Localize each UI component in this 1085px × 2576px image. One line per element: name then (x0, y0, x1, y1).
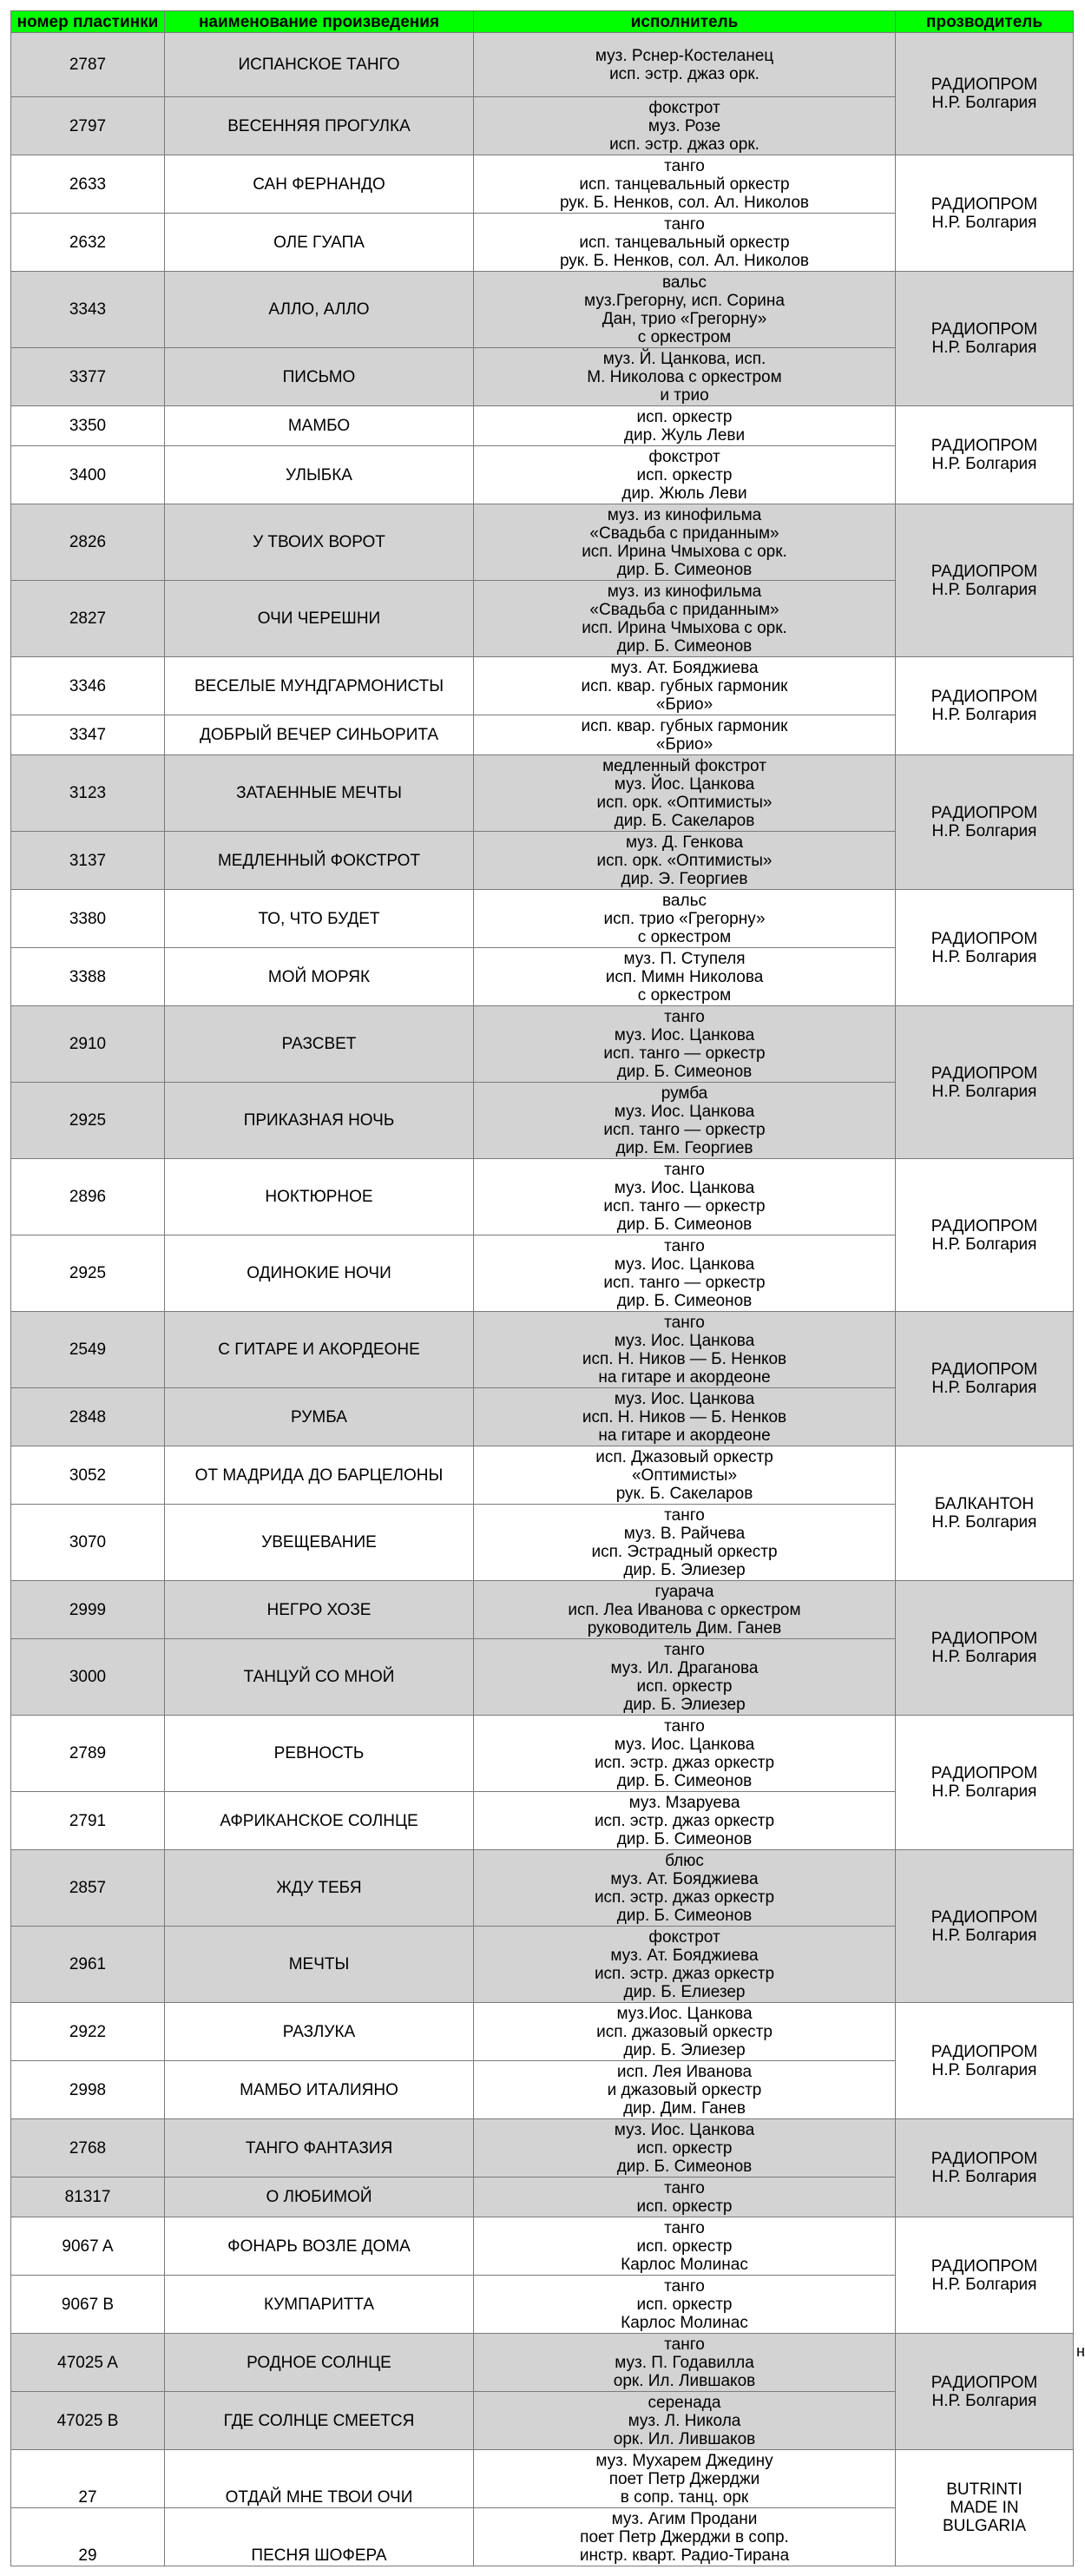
table-row (11, 1006, 1074, 1083)
record-performer: муз. Мзаруева исп. эстр. джаз оркестр дир. Б. Симеонов (474, 1792, 896, 1850)
record-producer: РАДИОПРОМ Н.Р. Болгария (896, 272, 1074, 406)
record-number: 2791 (11, 1792, 165, 1850)
record-number: 3347 (11, 715, 165, 755)
record-producer: РАДИОПРОМ Н.Р. Болгария (896, 406, 1074, 504)
record-title: ТАНЦУЙ СО МНОЙ (165, 1639, 474, 1716)
record-performer: муз. Д. Генкова исп. орк. «Оптимисты» дир. Э. Георгиев (474, 832, 896, 890)
record-title: САН ФЕРНАНДО (165, 155, 474, 214)
table-row (11, 33, 1074, 97)
record-performer: исп. Лея Иванова и джазовый оркестр дир. Дим. Ганев (474, 2061, 896, 2119)
record-performer: танго исп. танцевальный оркестр рук. Б. Ненков, сол. Ал. Николов (474, 214, 896, 272)
record-title: ОТ МАДРИДА ДО БАРЦЕЛОНЫ (165, 1446, 474, 1505)
record-number: 2922 (11, 2003, 165, 2061)
record-performer: танго исп. оркестр Карлос Молинас (474, 2276, 896, 2334)
record-number: 2797 (11, 97, 165, 155)
record-title: АЛЛО, АЛЛО (165, 272, 474, 348)
record-number: 9067 B (11, 2276, 165, 2334)
record-title: ВЕСЕННЯЯ ПРОГУЛКА (165, 97, 474, 155)
table-row (11, 272, 1074, 348)
record-title: НЕГРО ХОЗЕ (165, 1581, 474, 1639)
record-title: ОДИНОКИЕ НОЧИ (165, 1235, 474, 1312)
record-performer: вальс исп. трио «Грегорну» с оркестром (474, 890, 896, 948)
record-number: 3052 (11, 1446, 165, 1505)
record-title: ЖДУ ТЕБЯ (165, 1850, 474, 1927)
table-row (11, 2119, 1074, 2177)
record-performer: танго исп. танцевальный оркестр рук. Б. Ненков, сол. Ал. Николов (474, 155, 896, 214)
record-number: 3137 (11, 832, 165, 890)
record-number: 2925 (11, 1235, 165, 1312)
record-performer: танго исп. оркестр (474, 2177, 896, 2217)
record-title: УВЕЩЕВАНИЕ (165, 1505, 474, 1581)
record-title: ОЧИ ЧЕРЕШНИ (165, 581, 474, 657)
record-title: У ТВОИХ ВОРОТ (165, 504, 474, 581)
record-performer: исп. квар. губных гармоник «Брио» (474, 715, 896, 755)
table-row (11, 657, 1074, 715)
record-performer: танго муз. П. Годавилла орк. Ил. Лившаков (474, 2334, 896, 2392)
record-performer: муз. из кинофильма «Свадьба с приданным» исп. Ирина Чмыхова с орк. дир. Б. Симеонов (474, 504, 896, 581)
record-title: ПРИКАЗНАЯ НОЧЬ (165, 1083, 474, 1159)
record-performer: муз. Рснер-Костеланец исп. эстр. джаз орк. (474, 33, 896, 97)
record-number: 3343 (11, 272, 165, 348)
record-producer: РАДИОПРОМ Н.Р. Болгария (896, 2217, 1074, 2334)
record-performer: танго муз. Иос. Цанкова исп. танго — оркестр дир. Б. Симеонов (474, 1235, 896, 1312)
record-number: 2789 (11, 1716, 165, 1792)
record-producer: РАДИОПРОМ Н.Р. Болгария (896, 2334, 1074, 2450)
record-performer: танго муз. Иос. Цанкова исп. танго — оркестр дир. Б. Симеонов (474, 1006, 896, 1083)
records-table (10, 10, 1074, 2566)
header-title: наименование произведения (165, 11, 474, 33)
record-number: 3000 (11, 1639, 165, 1716)
header-producer: прозводитель (896, 11, 1074, 33)
record-performer: медленный фокстрот муз. Йос. Цанкова исп. орк. «Оптимисты» дир. Б. Сакеларов (474, 755, 896, 832)
record-performer: блюс муз. Ат. Бояджиева исп. эстр. джаз оркестр дир. Б. Симеонов (474, 1850, 896, 1927)
record-title: РАЗЛУКА (165, 2003, 474, 2061)
record-title: АФРИКАНСКОЕ СОЛНЦЕ (165, 1792, 474, 1850)
record-number: 3123 (11, 755, 165, 832)
record-producer: РАДИОПРОМ Н.Р. Болгария (896, 1159, 1074, 1312)
table-row (11, 504, 1074, 581)
record-number: 2826 (11, 504, 165, 581)
record-number: 2848 (11, 1388, 165, 1446)
record-performer: муз. Иос. Цанкова исп. Н. Ников — Б. Ненков на гитаре и акордеоне (474, 1388, 896, 1446)
record-producer: РАДИОПРОМ Н.Р. Болгария (896, 33, 1074, 155)
record-performer: муз. Иос. Цанкова исп. оркестр дир. Б. Симеонов (474, 2119, 896, 2177)
record-performer: танго муз. В. Райчева исп. Эстрадный оркестр дир. Б. Элиезер (474, 1505, 896, 1581)
record-title: УЛЫБКА (165, 446, 474, 504)
record-title: МАМБО ИТАЛИЯНО (165, 2061, 474, 2119)
record-producer: РАДИОПРОМ Н.Р. Болгария (896, 1850, 1074, 2003)
record-number: 2787 (11, 33, 165, 97)
record-producer: РАДИОПРОМ Н.Р. Болгария (896, 2003, 1074, 2119)
record-number: 3070 (11, 1505, 165, 1581)
record-title: ТАНГО ФАНТАЗИЯ (165, 2119, 474, 2177)
record-title: РЕВНОСТЬ (165, 1716, 474, 1792)
record-performer: исп. Джазовый оркестр «Оптимисты» рук. Б. Сакеларов (474, 1446, 896, 1505)
record-title: ИСПАНСКОЕ ТАНГО (165, 33, 474, 97)
record-title: ВЕСЕЛЫЕ МУНДГАРМОНИСТЫ (165, 657, 474, 715)
table-row (11, 1312, 1074, 1388)
record-performer: муз.Иос. Цанкова исп. джазовый оркестр дир. Б. Элиезер (474, 2003, 896, 2061)
record-number: 3400 (11, 446, 165, 504)
record-number: 9067 A (11, 2217, 165, 2276)
record-performer: муз. Агим Продани поет Петр Джерджи в сопр. инстр. кварт. Радио-Тирана (474, 2508, 896, 2566)
record-number: 81317 (11, 2177, 165, 2217)
header-row (11, 11, 1074, 33)
table-row (11, 2450, 1074, 2508)
record-producer: РАДИОПРОМ Н.Р. Болгария (896, 755, 1074, 890)
record-number: 2998 (11, 2061, 165, 2119)
record-producer: РАДИОПРОМ Н.Р. Болгария (896, 890, 1074, 1006)
record-number: 2768 (11, 2119, 165, 2177)
records-body (11, 33, 1074, 2566)
record-number: 27 (11, 2450, 165, 2508)
table-row (11, 1581, 1074, 1639)
table-row (11, 406, 1074, 446)
record-title: ГДЕ СОЛНЦЕ СМЕЕТСЯ (165, 2392, 474, 2450)
record-title: КУМПАРИТТА (165, 2276, 474, 2334)
record-title: ПИСЬМО (165, 348, 474, 406)
record-performer: танго исп. оркестр Карлос Молинас (474, 2217, 896, 2276)
table-row (11, 155, 1074, 214)
record-number: 2961 (11, 1927, 165, 2003)
record-performer: танго муз. Иос. Цанкова исп. танго — оркестр дир. Б. Симеонов (474, 1159, 896, 1235)
record-title: ТО, ЧТО БУДЕТ (165, 890, 474, 948)
table-row (11, 1850, 1074, 1927)
record-performer: муз. Мухарем Джедину поет Петр Джерджи в сопр. танц. орк (474, 2450, 896, 2508)
record-performer: танго муз. Иос. Цанкова исп. эстр. джаз оркестр дир. Б. Симеонов (474, 1716, 896, 1792)
record-producer: РАДИОПРОМ Н.Р. Болгария (896, 155, 1074, 272)
record-performer: гуарача исп. Леа Иванова с оркестром руководитель Дим. Ганев (474, 1581, 896, 1639)
record-title: ЗАТАЕННЫЕ МЕЧТЫ (165, 755, 474, 832)
record-performer: исп. оркестр дир. Жуль Леви (474, 406, 896, 446)
record-producer: BUTRINTI MADE IN BULGARIA (896, 2450, 1074, 2566)
record-performer: фокстрот муз. Розе исп. эстр. джаз орк. (474, 97, 896, 155)
table-row (11, 890, 1074, 948)
record-title: МЕДЛЕННЫЙ ФОКСТРОТ (165, 832, 474, 890)
record-title: ПЕСНЯ ШОФЕРА (165, 2508, 474, 2566)
record-number: 3388 (11, 948, 165, 1006)
table-row (11, 2334, 1074, 2392)
record-producer: РАДИОПРОМ Н.Р. Болгария (896, 1716, 1074, 1850)
header-performer: исполнитель (474, 11, 896, 33)
record-number: 47025 A (11, 2334, 165, 2392)
record-producer: РАДИОПРОМ Н.Р. Болгария (896, 1312, 1074, 1446)
record-number: 2896 (11, 1159, 165, 1235)
table-row (11, 1716, 1074, 1792)
table-row (11, 1446, 1074, 1505)
record-title: МОЙ МОРЯК (165, 948, 474, 1006)
header-number: номер пластинки (11, 11, 165, 33)
table-row (11, 755, 1074, 832)
record-producer: РАДИОПРОМ Н.Р. Болгария (896, 504, 1074, 657)
record-performer: танго муз. Ил. Драганова исп. оркестр дир. Б. Элиезер (474, 1639, 896, 1716)
record-title: ОЛЕ ГУАПА (165, 214, 474, 272)
record-title: НОКТЮРНОЕ (165, 1159, 474, 1235)
record-title: ДОБРЫЙ ВЕЧЕР СИНЬОРИТА (165, 715, 474, 755)
table-row (11, 2003, 1074, 2061)
record-producer: РАДИОПРОМ Н.Р. Болгария (896, 2119, 1074, 2217)
record-title: ФОНАРЬ ВОЗЛЕ ДОМА (165, 2217, 474, 2276)
record-performer: вальс муз.Грегорну, исп. Сорина Дан, трио «Грегорну» с оркестром (474, 272, 896, 348)
record-producer: РАДИОПРОМ Н.Р. Болгария (896, 1581, 1074, 1716)
record-title: РАЗСВЕТ (165, 1006, 474, 1083)
record-number: 3377 (11, 348, 165, 406)
record-number: 47025 B (11, 2392, 165, 2450)
record-number: 2827 (11, 581, 165, 657)
record-title: О ЛЮБИМОЙ (165, 2177, 474, 2217)
record-title: МЕЧТЫ (165, 1927, 474, 2003)
record-producer: РАДИОПРОМ Н.Р. Болгария (896, 657, 1074, 755)
record-performer: фокстрот муз. Ат. Бояджиева исп. эстр. джаз оркестр дир. Б. Елиезер (474, 1927, 896, 2003)
record-performer: муз. П. Ступеля исп. Мимн Николова с оркестром (474, 948, 896, 1006)
record-performer: муз. из кинофильма «Свадьба с приданным» исп. Ирина Чмыхова с орк. дир. Б. Симеонов (474, 581, 896, 657)
record-number: 29 (11, 2508, 165, 2566)
record-number: 2999 (11, 1581, 165, 1639)
record-number: 3350 (11, 406, 165, 446)
record-number: 2632 (11, 214, 165, 272)
record-producer: РАДИОПРОМ Н.Р. Болгария (896, 1006, 1074, 1159)
table-row (11, 1159, 1074, 1235)
record-performer: фокстрот исп. оркестр дир. Жюль Леви (474, 446, 896, 504)
record-number: 2910 (11, 1006, 165, 1083)
record-number: 2549 (11, 1312, 165, 1388)
record-title: ОТДАЙ МНЕ ТВОИ ОЧИ (165, 2450, 474, 2508)
record-number: 2857 (11, 1850, 165, 1927)
record-title: РУМБА (165, 1388, 474, 1446)
record-performer: танго муз. Иос. Цанкова исп. Н. Ников — Б. Ненков на гитаре и акордеоне (474, 1312, 896, 1388)
record-title: РОДНОЕ СОЛНЦЕ (165, 2334, 474, 2392)
record-performer: муз. Й. Цанкова, исп. М. Николова с оркестром и трио (474, 348, 896, 406)
record-title: С ГИТАРЕ И АКОРДЕОНЕ (165, 1312, 474, 1388)
record-number: 3346 (11, 657, 165, 715)
record-number: 3380 (11, 890, 165, 948)
record-performer: румба муз. Иос. Цанкова исп. танго — оркестр дир. Ем. Георгиев (474, 1083, 896, 1159)
side-note: н (1076, 2342, 1085, 2360)
record-number: 2633 (11, 155, 165, 214)
record-performer: серенада муз. Л. Никола орк. Ил. Лившаков (474, 2392, 896, 2450)
record-number: 2925 (11, 1083, 165, 1159)
table-row (11, 2217, 1074, 2276)
record-title: МАМБО (165, 406, 474, 446)
record-producer: БАЛКАНТОН Н.Р. Болгария (896, 1446, 1074, 1581)
record-performer: муз. Ат. Бояджиева исп. квар. губных гармоник «Брио» (474, 657, 896, 715)
